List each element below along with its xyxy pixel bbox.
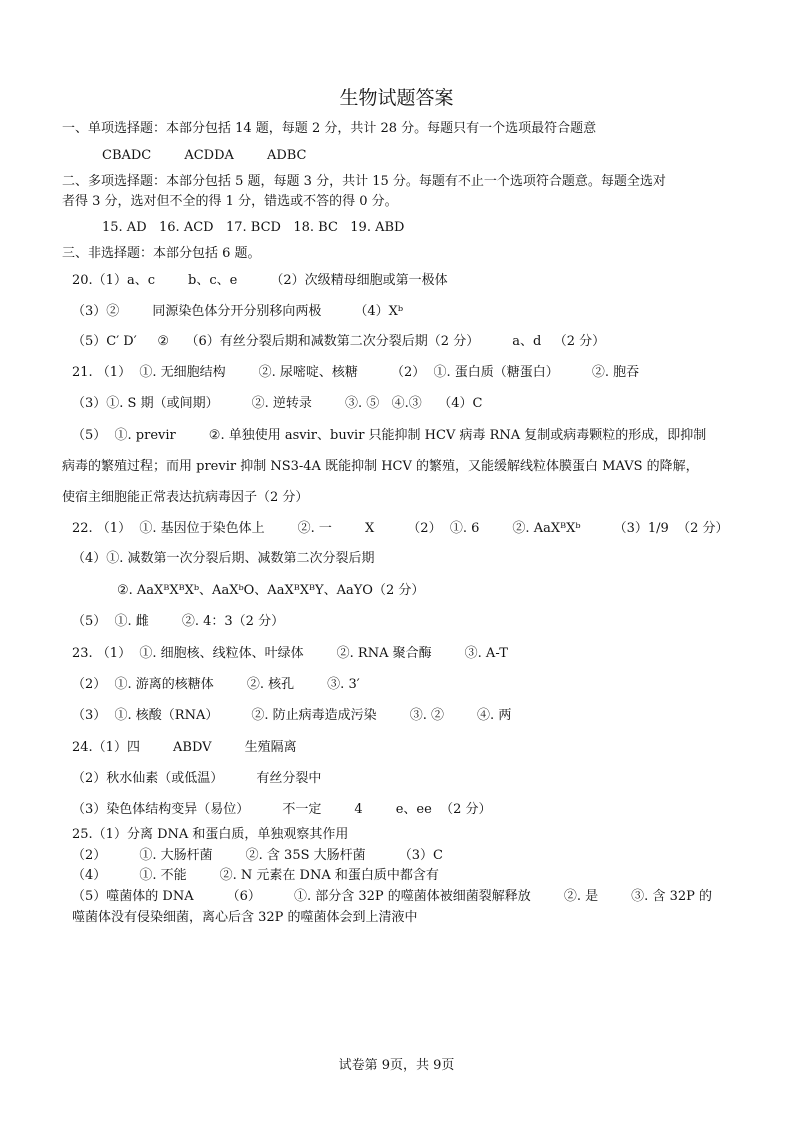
q20-line-2: （3）② 同源染色体分开分别移向两极 （4）Xᵇ xyxy=(72,304,404,319)
q21-line-3: （5） ①. previr ②. 单独使用 asvir、buvir 只能抑制 HCV 病毒 RNA 复制或病毒颗粒的形成，即抑制 xyxy=(72,428,707,443)
q20-line-3: （5）C′ D′ ② （6）有丝分裂后期和减数第二次分裂后期（2 分） a、d （2 分） xyxy=(72,334,606,349)
q22-line-3: ②. AaXᴮXᴮXᵇ、AaXᵇO、AaXᴮXᴮY、AaYO（2 分） xyxy=(117,583,425,598)
q21-line-4: 病毒的繁殖过程；而用 previr 抑制 NS3-4A 既能抑制 HCV 的繁殖，又能缓解线粒体膜蛋白 MAVS 的降解， xyxy=(62,459,699,474)
q22-line-2: （4）①. 减数第一次分裂后期、减数第二次分裂后期 xyxy=(72,551,375,566)
q21-line-1: 21. （1） ①. 无细胞结构 ②. 尿嘧啶、核糖 （2） ①. 蛋白质（糖蛋白） ②. 胞吞 xyxy=(72,365,640,380)
q25-line-5: 噬菌体没有侵染细菌，离心后含 32P 的噬菌体会到上清液中 xyxy=(72,910,418,925)
q25-line-1: 25.（1）分离 DNA 和蛋白质，单独观察其作用 xyxy=(72,827,349,842)
q25-line-4: （5）噬菌体的 DNA （6） ①. 部分含 32P 的噬菌体被细菌裂解释放 ②. 是 ③. 含 32P 的 xyxy=(72,889,712,904)
section-1-heading: 一、单项选择题：本部分包括 14 题，每题 2 分，共计 28 分。每题只有一个选项最符合题意 xyxy=(62,121,597,136)
q23-line-1: 23. （1） ①. 细胞核、线粒体、叶绿体 ②. RNA 聚合酶 ③. A-T xyxy=(72,646,508,661)
section-1-answers: CBADC ACDDA ADBC xyxy=(102,148,307,163)
q22-line-4: （5） ①. 雌 ②. 4：3（2 分） xyxy=(72,614,285,629)
q20-line-1: 20.（1）a、c b、c、e （2）次级精母细胞或第一极体 xyxy=(72,273,448,288)
q25-line-3: （4） ①. 不能 ②. N 元素在 DNA 和蛋白质中都含有 xyxy=(72,868,439,883)
q21-line-2: （3）①. S 期（或间期） ②. 逆转录 ③. ⑤ ④.③ （4）C xyxy=(72,396,483,411)
page-footer: 试卷第 9页，共 9页 xyxy=(338,1058,455,1073)
section-3-heading: 三、非选择题：本部分包括 6 题。 xyxy=(62,246,261,261)
q23-line-3: （3） ①. 核酸（RNA） ②. 防止病毒造成污染 ③. ② ④. 两 xyxy=(72,708,512,723)
section-2-heading: 二、多项选择题：本部分包括 5 题，每题 3 分，共计 15 分。每题有不止一个选项符合题意。每题全选对 xyxy=(62,174,666,189)
section-2-answers: 15. AD 16. ACD 17. BCD 18. BC 19. ABD xyxy=(102,220,405,235)
q24-line-1: 24.（1）四 ABDV 生殖隔离 xyxy=(72,740,297,755)
page-title: 生物试题答案 xyxy=(339,87,454,109)
q24-line-3: （3）染色体结构变异（易位） 不一定 4 e、ee （2 分） xyxy=(72,802,492,817)
q23-line-2: （2） ①. 游离的核糖体 ②. 核孔 ③. 3′ xyxy=(72,677,360,692)
section-2-heading-cont: 者得 3 分，选对但不全的得 1 分，错选或不答的得 0 分。 xyxy=(62,194,398,209)
q25-line-2: （2） ①. 大肠杆菌 ②. 含 35S 大肠杆菌 （3）C xyxy=(72,848,443,863)
q24-line-2: （2）秋水仙素（或低温） 有丝分裂中 xyxy=(72,771,322,786)
q21-line-5: 使宿主细胞能正常表达抗病毒因子（2 分） xyxy=(62,490,309,505)
q22-line-1: 22. （1） ①. 基因位于染色体上 ②. 一 X （2） ①. 6 ②. AaXᴮXᵇ （3）1/9 （2 分） xyxy=(72,521,729,536)
